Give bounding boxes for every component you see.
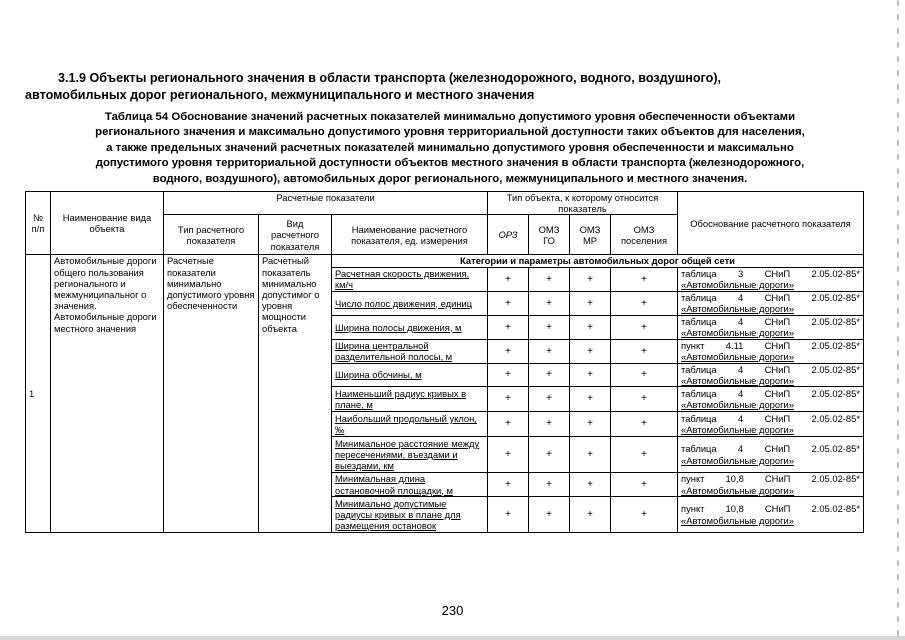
justification-ref: пункт 10,8 СНиП 2.05.02-85* xyxy=(681,503,860,515)
applicability-mark: + xyxy=(488,363,529,386)
justification-cell xyxy=(678,437,864,473)
justification-ref: таблица 4 СНиП 2.05.02-85* xyxy=(681,363,860,375)
justification-doc: «Автомобильные дороги» xyxy=(681,424,794,436)
justification-doc: «Автомобильные дороги» xyxy=(681,279,794,291)
justification-cell xyxy=(678,412,864,437)
applicability-mark: + xyxy=(488,291,529,315)
indicator-name: Минимальная длина остановочной площадки, м xyxy=(332,473,488,497)
applicability-mark: + xyxy=(570,437,611,473)
justification-ref: таблица 4 СНиП 2.05.02-85* xyxy=(681,443,860,455)
indicator-name: Ширина полосы движения, м xyxy=(332,315,488,339)
category-title: Категории и параметры автомобильных дорог общей сети xyxy=(332,255,864,267)
justification-cell xyxy=(678,497,864,533)
indicators-table xyxy=(25,191,864,533)
applicability-mark: + xyxy=(529,291,570,315)
applicability-mark: + xyxy=(488,315,529,339)
indicator-name: Расчетная скорость движения, км/ч xyxy=(332,267,488,291)
indicator-type-cell: Расчетные показатели минимально допустимого уровня обеспеченности xyxy=(164,255,259,533)
justification-ref: таблица 4 СНиП 2.05.02-85* xyxy=(681,387,860,399)
scan-edge-bottom xyxy=(0,636,905,640)
indicator-name: Наибольший продольный уклон, ‰ xyxy=(332,412,488,437)
header-omz-pos: ОМЗ поселения xyxy=(611,215,678,255)
applicability-mark: + xyxy=(611,315,678,339)
applicability-mark: + xyxy=(488,497,529,533)
section-heading-line-1: 3.1.9 Объекты регионального значения в области транспорта (железнодорожного, водного, воздушного), xyxy=(58,71,722,85)
applicability-mark: + xyxy=(570,363,611,386)
justification-ref: таблица 4 СНиП 2.05.02-85* xyxy=(681,291,860,303)
justification-doc: «Автомобильные дороги» xyxy=(681,303,794,315)
row-number: 1 xyxy=(26,255,51,533)
header-omz-mr: ОМЗ МР xyxy=(570,215,611,255)
applicability-mark: + xyxy=(488,339,529,363)
applicability-mark: + xyxy=(611,473,678,497)
applicability-mark: + xyxy=(529,267,570,291)
object-name-cell: Автомобильные дороги общего пользования регионального и межмуниципальног о значения. Автомобильные дороги местного значения xyxy=(51,255,164,533)
justification-doc: «Автомобильные дороги» xyxy=(681,399,794,411)
justification-cell xyxy=(678,315,864,339)
applicability-mark: + xyxy=(529,437,570,473)
applicability-mark: + xyxy=(611,497,678,533)
applicability-mark: + xyxy=(570,387,611,412)
indicator-name: Минимальное расстояние между пересечениями, въездами и выездами, км xyxy=(332,437,488,473)
justification-cell xyxy=(678,291,864,315)
applicability-mark: + xyxy=(529,315,570,339)
justification-ref: таблица 4 СНиП 2.05.02-85* xyxy=(681,412,860,424)
applicability-mark: + xyxy=(529,387,570,412)
indicator-name: Наименьший радиус кривых в плане, м xyxy=(332,387,488,412)
applicability-mark: + xyxy=(529,473,570,497)
applicability-mark: + xyxy=(570,473,611,497)
applicability-mark: + xyxy=(529,412,570,437)
header-calc-type: Тип расчетного показателя xyxy=(164,215,259,255)
justification-doc: «Автомобильные дороги» xyxy=(681,454,794,466)
header-omz-go: ОМЗ ГО xyxy=(529,215,570,255)
scan-edge-right xyxy=(897,0,899,640)
applicability-mark: + xyxy=(488,412,529,437)
applicability-mark: + xyxy=(529,497,570,533)
applicability-mark: + xyxy=(570,497,611,533)
indicator-name: Ширина обочины, м xyxy=(332,363,488,386)
justification-ref: пункт 4.11 СНиП 2.05.02-85* xyxy=(681,339,860,351)
indicator-name: Число полос движения, единиц xyxy=(332,291,488,315)
justification-ref: пункт 10,8 СНиП 2.05.02-85* xyxy=(681,473,860,485)
applicability-mark: + xyxy=(570,339,611,363)
applicability-mark: + xyxy=(611,267,678,291)
header-calc-kind: Вид расчетного показателя xyxy=(259,215,332,255)
applicability-mark: + xyxy=(488,387,529,412)
caption-line: а также предельных значений расчетных показателей минимально допустимого уровня обеспеченности и максимально xyxy=(106,141,794,154)
justification-cell xyxy=(678,387,864,412)
caption-line: водного, воздушного), автомобильных дорог регионального, межмуниципального и местного значения. xyxy=(152,172,748,185)
caption-line: допустимого уровня территориальной доступности объектов местного значения в области транспорта (железнодорожного, xyxy=(95,157,805,170)
header-calc-group: Расчетные показатели xyxy=(164,192,488,215)
page-number: 230 xyxy=(441,603,464,618)
caption-line: Таблица 54 Обоснование значений расчетных показателей минимально допустимого уровня обеспеченности объектами xyxy=(104,111,796,123)
table-caption xyxy=(25,110,875,187)
header-num: № п/п xyxy=(26,192,51,255)
section-heading-line-2: автомобильных дорог регионального, межмуниципального и местного значения xyxy=(25,88,535,102)
applicability-mark: + xyxy=(570,267,611,291)
caption-line: регионального значения и максимально допустимого уровня территориальной доступности таких объектов для населения, xyxy=(95,126,805,139)
header-object-name: Наименование вида объекта xyxy=(51,192,164,255)
justification-ref: таблица 4 СНиП 2.05.02-85* xyxy=(681,315,860,327)
justification-cell xyxy=(678,267,864,291)
justification-cell xyxy=(678,339,864,363)
applicability-mark: + xyxy=(570,412,611,437)
applicability-mark: + xyxy=(611,363,678,386)
applicability-mark: + xyxy=(611,339,678,363)
justification-doc: «Автомобильные дороги» xyxy=(681,351,794,363)
applicability-mark: + xyxy=(488,473,529,497)
justification-doc: «Автомобильные дороги» xyxy=(681,374,794,386)
header-orz: ОРЗ xyxy=(488,215,529,255)
header-type-group: Тип объекта, к которому относится показатель xyxy=(488,192,678,215)
header-calc-name: Наименование расчетного показателя, ед. измерения xyxy=(332,215,488,255)
applicability-mark: + xyxy=(611,437,678,473)
applicability-mark: + xyxy=(611,387,678,412)
applicability-mark: + xyxy=(488,437,529,473)
applicability-mark: + xyxy=(570,291,611,315)
indicator-name: Ширина центральной разделительной полосы, м xyxy=(332,339,488,363)
justification-cell xyxy=(678,363,864,386)
justification-doc: «Автомобильные дороги» xyxy=(681,484,794,496)
justification-doc: «Автомобильные дороги» xyxy=(681,514,794,526)
justification-cell xyxy=(678,473,864,497)
applicability-mark: + xyxy=(488,267,529,291)
indicator-name: Минимально допустимые радиусы кривых в плане для размещения остановок xyxy=(332,497,488,533)
justification-ref: таблица 3 СНиП 2.05.02-85* xyxy=(681,267,860,279)
applicability-mark: + xyxy=(611,412,678,437)
applicability-mark: + xyxy=(529,363,570,386)
applicability-mark: + xyxy=(570,315,611,339)
justification-doc: «Автомобильные дороги» xyxy=(681,327,794,339)
header-justification: Обоснование расчетного показателя xyxy=(678,192,864,255)
applicability-mark: + xyxy=(611,291,678,315)
applicability-mark: + xyxy=(529,339,570,363)
indicator-kind-cell: Расчетный показатель минимально допустимог о уровня мощности объекта xyxy=(259,255,332,533)
